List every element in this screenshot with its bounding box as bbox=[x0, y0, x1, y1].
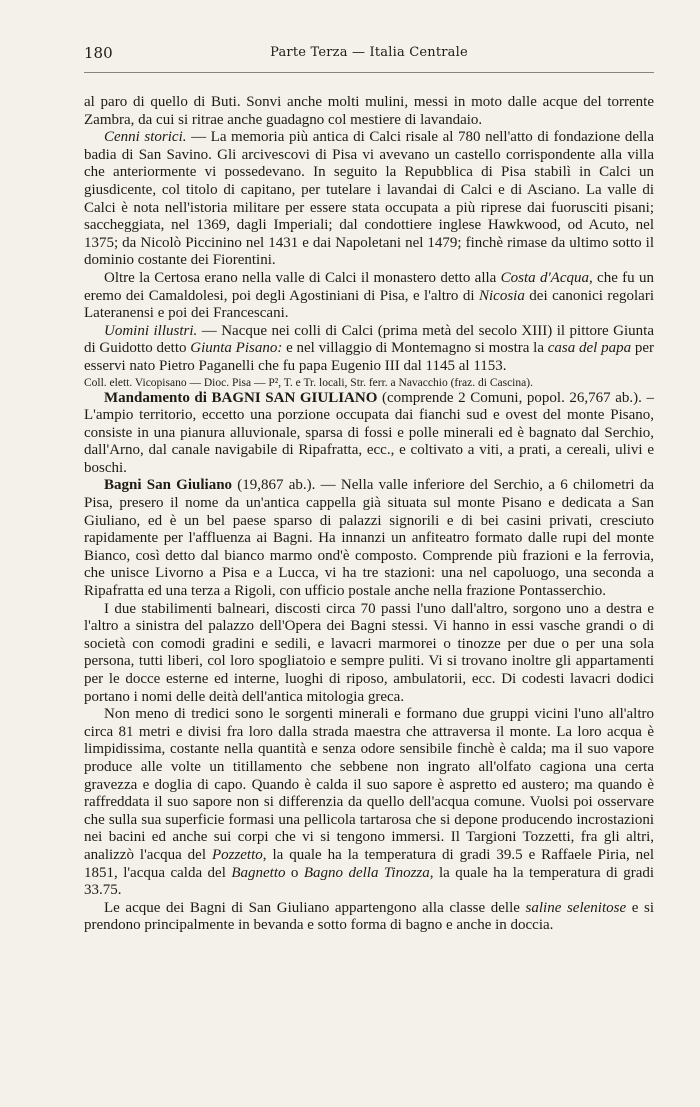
mandamento-paragraph: Mandamento di BAGNI SAN GIULIANO (comprende 2 Comuni, popol. 26,767 ab.). – L'ampio territorio, eccetto una porzione occupata dai fianchi sud e ovest del monte Pisano, consiste in una pianura alluvionale, sparsa di fossi e polle minerali ed è bagnato dal Serchio, dall'Arno, dal canale navigabile di Ripafratta, ecc., e coltivato a viti, a prati, a cereali, ulivi e boschi. bbox=[84, 389, 654, 476]
certosa-paragraph: Oltre la Certosa erano nella valle di Calci il monastero detto alla Costa d'Acqua, che fu un eremo dei Camaldolesi, poi degli Agostiniani di Pisa, e l'altro di Nicosia dei canonici regolari Lateranensi e poi dei Francescani. bbox=[84, 269, 654, 322]
mandamento-heading: Mandamento di BAGNI SAN GIULIANO bbox=[104, 389, 378, 406]
bagni-heading: Bagni San Giuliano bbox=[104, 477, 233, 494]
uomini-illustri-heading: Uomini illustri. bbox=[104, 322, 198, 339]
page-header bbox=[84, 44, 654, 68]
stabilimenti-paragraph: I due stabilimenti balneari, discosti circa 70 passi l'uno dall'altro, sorgono uno a destra e l'altro a sinistra del palazzo dell'Opera dei Bagni stessi. Vi hanno in essi vasche grandi o di società con comodi gradini e sedili, e lavacri marmorei o tinozze per due o per una sola persona, tutti liberi, col loro spogliatoio e sempre puliti. Vi si trovano inoltre gli appartamenti per le docce esterne ed interne, luoghi di riposo, ambulatorii, ecc. Di codesti lavacri dodici portano i nomi delle deità dell'antica mitologia greca. bbox=[84, 600, 654, 705]
acque-paragraph: Le acque dei Bagni di San Giuliano appartengono alla classe delle saline selenitose e si prendono principalmente in bevanda e sotto forma di bagno e anche in doccia. bbox=[84, 899, 654, 934]
header-rule bbox=[84, 72, 654, 73]
page-number: 180 bbox=[84, 44, 113, 62]
calci-admin-note: Coll. elett. Vicopisano — Dioc. Pisa — P², T. e Tr. locali, Str. ferr. a Navacchio (fraz. di Cascina). bbox=[84, 376, 533, 389]
sorgenti-paragraph: Non meno di tredici sono le sorgenti minerali e formano due gruppi vicini l'uno all'altro circa 81 metri e divisi fra loro dalla strada maestra che attraversa il monte. La loro acqua è limpidissima, costante nella quantità e senza odore sensibile finchè è calda; ma il suo vapore produce alle volte un titillamento che sebbene non ingrato all'olfato cagiona una certa gravezza e doglia di capo. Quando è calda il suo sapore è aspretto ed austero; ma quando è raffreddata il suo sapore non si differenzia da quello dell'acqua comune. Vuolsi poi osservare che sulla sua superficie formasi una pellicola tartarosa che si depone producendo incrostazioni nei bacini ed anche sui corpi che vi si tengono immersi. Il Targioni Tozzetti, fra gli altri, analizzò l'acqua del Pozzetto, la quale ha la temperatura di gradi 39.5 e Raffaele Piria, nel 1851, l'acqua calda del Bagnetto o Bagno della Tinozza, la quale ha la temperatura di gradi 33.75. bbox=[84, 706, 655, 899]
page-body bbox=[84, 94, 654, 935]
cenni-storici-heading: Cenni storici. bbox=[104, 129, 187, 146]
uomini-illustri-paragraph: Uomini illustri. — Nacque nei colli di Calci (prima metà del secolo XIII) il pittore Giunta di Guidotto detto Giunta Pisano: e nel villaggio di Montemagno si mostra la casa del papa per esservi nato Pietro Paganelli che fu papa Eugenio III dal 1145 al 1153. bbox=[84, 322, 654, 374]
running-head: Parte Terza — Italia Centrale bbox=[270, 45, 468, 60]
calci-intro-paragraph: al paro di quello di Buti. Sonvi anche molti mulini, messi in moto dalle acque del torrente Zambra, da cui si ritrae anche guadagno col mestiere di lavandaio. bbox=[84, 94, 654, 128]
cenni-storici-paragraph: Cenni storici. — La memoria più antica di Calci risale al 780 nell'atto di fondazione della badia di San Savino. Gli arcivescovi di Pisa vi avevano un castello corrispondente alla villa che anteriormente vi possedevano. In seguito la Repubblica di Pisa stabilì in Calci un giusdicente, col titolo di capitano, per tutelare i lavandai di Calci e di Asciano. La valle di Calci è nota nell'istoria militare per essere stata occupata a più riprese dai fuorusciti pisani; saccheggiata, nel 1369, dagli Imperiali; dal condottiere inglese Hawkwood, od Acuto, nel 1375; da Nicolò Piccinino nel 1431 e dai Napoletani nel 1479; finchè rimase da ultimo sotto il dominio costante dei Fiorentini. bbox=[84, 129, 654, 269]
bagni-paragraph: Bagni San Giuliano (19,867 ab.). — Nella valle inferiore del Serchio, a 6 chilometri da Pisa, presero il nome da un'antica cappella già situata sul monte Pisano e dedicata a San Giuliano, ed è un bel paese sparso di palazzi signorili e di bei casini privati, cresciuto rapidamente per l'affluenza ai Bagni. Ha innanzi un anfiteatro formato dalle rupi del monte Bianco, così detto dal bianco marmo ond'è composto. Comprende più frazioni e la ferrovia, che unisce Livorno a Pisa e a Lucca, vi ha tre stazioni: una nel capoluogo, una seconda a Ripafratta ed una terza a Rigoli, con ufficio postale anche nella frazione Pontasserchio. bbox=[84, 477, 654, 600]
